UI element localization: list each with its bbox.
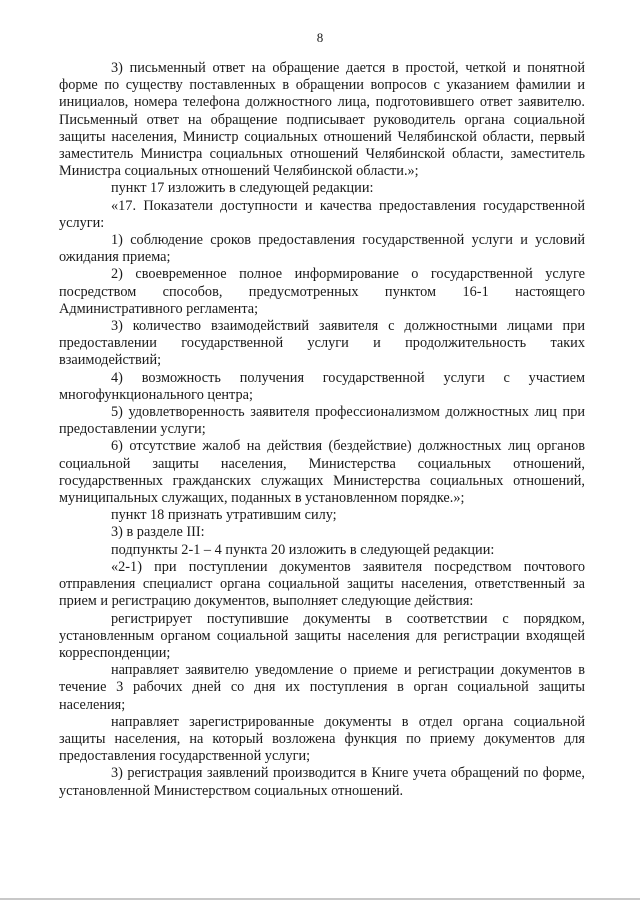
paragraph: подпункты 2-1 – 4 пункта 20 изложить в следующей редакции: [111, 541, 495, 558]
paragraph: направляет зарегистрированные документы в отдел органа социальной защиты населения, на который возложена функция по приему документов для предоставления государственной услуги; [59, 713, 585, 765]
paragraph: 2) своевременное полное информирование о государственной услуге посредством способов, предусмотренных пунктом 16-1 настоящего Административного регламента; [59, 266, 585, 317]
paragraph: «2-1) при поступлении документов заявителя посредством почтового отправления специалист органа социальной защиты населения, ответственный за прием и регистрацию документов, выполняет следующие действия: [59, 558, 585, 610]
paragraph: 3) количество взаимодействий заявителя с должностными лицами при предоставлении государственной услуги и продолжительность таких взаимодействий; [59, 318, 585, 369]
page-number: 8 [316, 30, 324, 45]
paragraph: направляет заявителю уведомление о приеме и регистрации документов в течение 3 рабочих дней со дня их поступления в орган социальной защиты населения; [59, 662, 585, 713]
paragraph: регистрирует поступившие документы в соответствии с порядком, установленным органом социальной защиты населения для регистрации входящей корреспонденции; [59, 610, 585, 661]
scan-edge-divider [0, 898, 640, 900]
document-body [59, 60, 585, 800]
paragraph: 4) возможность получения государственной услуги с участием многофункционального центра; [59, 369, 585, 403]
paragraph: 3) регистрация заявлений производится в Книге учета обращений по форме, установленной Министерством социальных отношений. [59, 765, 585, 799]
paragraph: «17. Показатели доступности и качества предоставления государственной услуги: [59, 197, 585, 231]
paragraph: 5) удовлетворенность заявителя профессионализмом должностных лиц при предоставлении услуги; [59, 404, 585, 438]
paragraph: 3) в разделе III: [111, 524, 205, 541]
paragraph: пункт 17 изложить в следующей редакции: [111, 180, 374, 197]
paragraph: 1) соблюдение сроков предоставления государственной услуги и условий ожидания приема; [59, 232, 585, 266]
paragraph: 3) письменный ответ на обращение дается в простой, четкой и понятной форме по существу поставленных в обращении вопросов с указанием фамилии и инициалов, номера телефона должностного лица, подготовившего ответ заявителю. Письменный ответ на обращение подписывает руководитель органа социальной защиты населения, Министр социальных отношений Челябинской области, первый заместитель Министра социальных отношений Челябинской области, заместитель Министра социальных отношений Челябинской области.»; [59, 60, 585, 180]
paragraph: 6) отсутствие жалоб на действия (бездействие) должностных лиц органов социальной защиты населения, Министерства социальных отношений, государственных гражданских служащих Министерства социальных отношений, муниципальных служащих, поданных в установленном порядке.»; [59, 438, 585, 507]
paragraph: пункт 18 признать утратившим силу; [111, 507, 337, 524]
